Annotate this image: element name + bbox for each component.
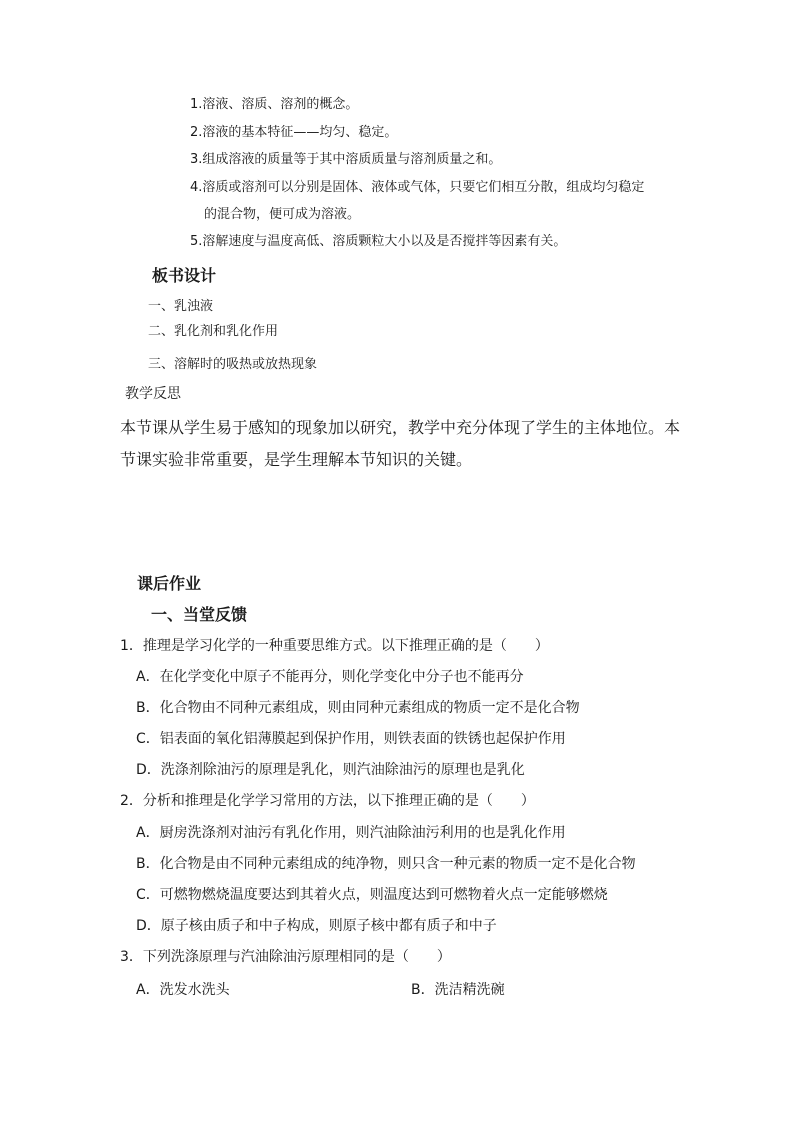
board-design-item-1: 一、乳浊液 <box>148 299 214 314</box>
summary-item-4: 4.溶质或溶剂可以分别是固体、液体或气体，只要它们相互分散，组成均匀稳定 <box>190 180 645 195</box>
board-design-item-3: 三、溶解时的吸热或放热现象 <box>148 357 318 372</box>
question-2-option-a: A．厨房洗涤剂对油污有乳化作用，则汽油除油污利用的也是乳化作用 <box>136 825 566 841</box>
question-3-option-b: B．洗洁精洗碗 <box>411 982 505 998</box>
question-1-option-b: B．化合物由不同种元素组成，则由同种元素组成的物质一定不是化合物 <box>136 700 580 716</box>
reflection-line-2: 节课实验非常重要，是学生理解本节知识的关键。 <box>120 450 473 469</box>
summary-item-3: 3.组成溶液的质量等于其中溶质质量与溶剂质量之和。 <box>190 152 502 167</box>
question-1-option-a: A．在化学变化中原子不能再分，则化学变化中分子也不能再分 <box>136 669 524 685</box>
question-1-stem: 1．推理是学习化学的一种重要思维方式。以下推理正确的是（ ） <box>120 638 549 654</box>
question-2-option-d: D．原子核由质子和中子构成，则原子核中都有质子和中子 <box>136 918 497 934</box>
question-2-option-b: B．化合物是由不同种元素组成的纯净物，则只含一种元素的物质一定不是化合物 <box>136 856 636 872</box>
question-1-option-d: D．洗涤剂除油污的原理是乳化，则汽油除油污的原理也是乳化 <box>136 762 525 778</box>
summary-item-4-cont: 的混合物，便可成为溶液。 <box>204 207 361 222</box>
board-design-item-2: 二、乳化剂和乳化作用 <box>148 324 279 339</box>
homework-section: 一、当堂反馈 <box>151 605 248 624</box>
reflection-title: 教学反思 <box>125 386 181 402</box>
question-1-option-c: C．铝表面的氧化铝薄膜起到保护作用，则铁表面的铁锈也起保护作用 <box>136 731 566 747</box>
summary-item-5: 5.溶解速度与温度高低、溶质颗粒大小以及是否搅拌等因素有关。 <box>190 234 567 249</box>
question-3-option-a: A．洗发水洗头 <box>136 982 230 998</box>
question-2-stem: 2．分析和推理是化学学习常用的方法，以下推理正确的是（ ） <box>120 793 535 809</box>
question-2-option-c: C．可燃物燃烧温度要达到其着火点，则温度达到可燃物着火点一定能够燃烧 <box>136 887 608 903</box>
board-design-title: 板书设计 <box>152 266 217 285</box>
summary-item-1: 1.溶液、溶质、溶剂的概念。 <box>190 97 359 112</box>
summary-item-2: 2.溶液的基本特征——均匀、稳定。 <box>190 125 398 140</box>
reflection-line-1: 本节课从学生易于感知的现象加以研究，教学中充分体现了学生的主体地位。本 <box>120 418 681 437</box>
question-3-stem: 3．下列洗涤原理与汽油除油污原理相同的是（ ） <box>120 949 451 965</box>
homework-title: 课后作业 <box>137 574 202 593</box>
